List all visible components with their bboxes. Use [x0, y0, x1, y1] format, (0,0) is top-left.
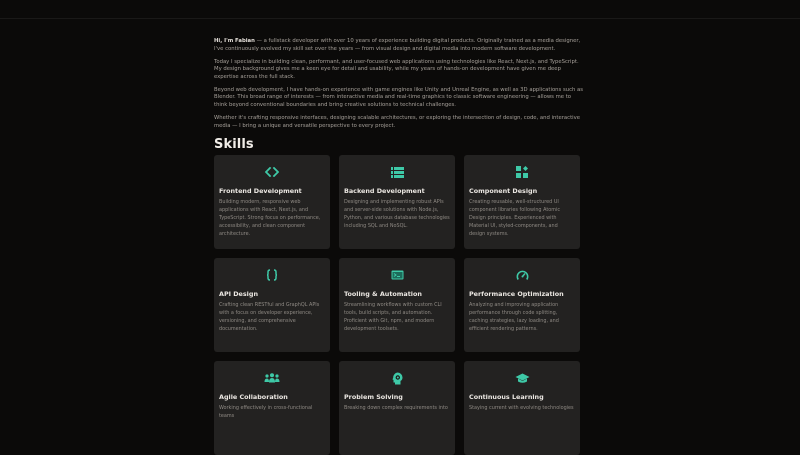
skill-description: Breaking down complex requirements into [344, 405, 448, 411]
skill-title: Continuous Learning [469, 393, 544, 401]
about-paragraph: Today I specialize in building clean, performant, and user-focused web applications using technologies like React, Next.js, and TypeScript. My design background gives me a keen eye for detail and usability, while my years of hands-on development have given me deep expertise across the full stack. [214, 58, 579, 80]
skill-card-agile [214, 361, 330, 455]
skill-description: Staying current with evolving technologies [469, 405, 574, 411]
speedometer-icon [464, 268, 580, 282]
team-icon [214, 371, 330, 385]
about-intro-paragraph [214, 38, 586, 53]
skill-card-performance [464, 258, 580, 352]
skill-title: Tooling & Automation [344, 290, 422, 298]
server-list-icon [339, 165, 455, 179]
skill-card-frontend [214, 155, 330, 249]
skill-description: Building modern, responsive web applications with React, Next.js, and TypeScript. Strong focus on performance, accessibility, and clean component architecture. [219, 199, 321, 237]
skill-description: Crafting clean RESTful and GraphQL APIs with a focus on developer experience, versioning, and comprehensive documentation. [219, 302, 320, 332]
skill-title: API Design [219, 290, 258, 298]
skill-card-problem-solving [339, 361, 455, 455]
widgets-icon [464, 165, 580, 179]
skills-grid [214, 155, 580, 455]
skill-title: Problem Solving [344, 393, 403, 401]
terminal-icon [339, 268, 455, 282]
about-paragraph: Beyond web development, I have hands-on experience with game engines like Unity and Unreal Engine, as well as 3D applications such as Blender. This broad range of interests — from interactive media and real-time graphics to classic software engineering — allows me to think beyond conventional boundaries and bring creative solutions to technical challenges. [214, 86, 584, 108]
skill-description: Analyzing and improving application performance through code splitting, caching strategies, lazy loading, and efficient rendering patterns. [469, 302, 559, 332]
about-paragraph: Whether it's crafting responsive interfaces, designing scalable architectures, or exploring the intersection of design, code, and interactive media — I bring a unique and versatile perspective to every project. [214, 114, 581, 129]
graduation-cap-icon [464, 371, 580, 385]
skills-heading: Skills [214, 137, 254, 152]
skill-title: Component Design [469, 187, 538, 195]
intro-text: — a fullstack developer with over 10 years of experience building digital products. Originally trained as a media designer, I've continuously evolved my skill set over the years — from visual design and digital media into modern software development. [214, 38, 581, 52]
skill-title: Performance Optimization [469, 290, 564, 298]
skill-title: Backend Development [344, 187, 425, 195]
code-brackets-icon [214, 165, 330, 179]
curly-braces-icon [214, 268, 330, 282]
skill-description: Designing and implementing robust APIs and server-side solutions with Node.js, Python, and various database technologies including SQL and NoSQL. [344, 199, 450, 229]
skill-description: Working effectively in cross-functional teams [219, 405, 313, 419]
about-section [214, 38, 586, 136]
skill-description: Creating reusable, well-structured UI component libraries following Atomic Design principles. Experienced with Material UI, styled-components, and design systems. [469, 199, 561, 237]
lightbulb-head-icon [339, 371, 455, 385]
intro-name: Hi, I'm Fabian [214, 38, 255, 44]
skill-description: Streamlining workflows with custom CLI tools, build scripts, and automation. Proficient with Git, npm, and modern development toolsets. [344, 302, 442, 332]
top-navigation-bar [0, 0, 800, 19]
skill-card-api-design [214, 258, 330, 352]
skill-card-component-design [464, 155, 580, 249]
skill-title: Agile Collaboration [219, 393, 288, 401]
skill-title: Frontend Development [219, 187, 302, 195]
skill-card-continuous-learning [464, 361, 580, 455]
skill-card-backend [339, 155, 455, 249]
skill-card-tooling [339, 258, 455, 352]
